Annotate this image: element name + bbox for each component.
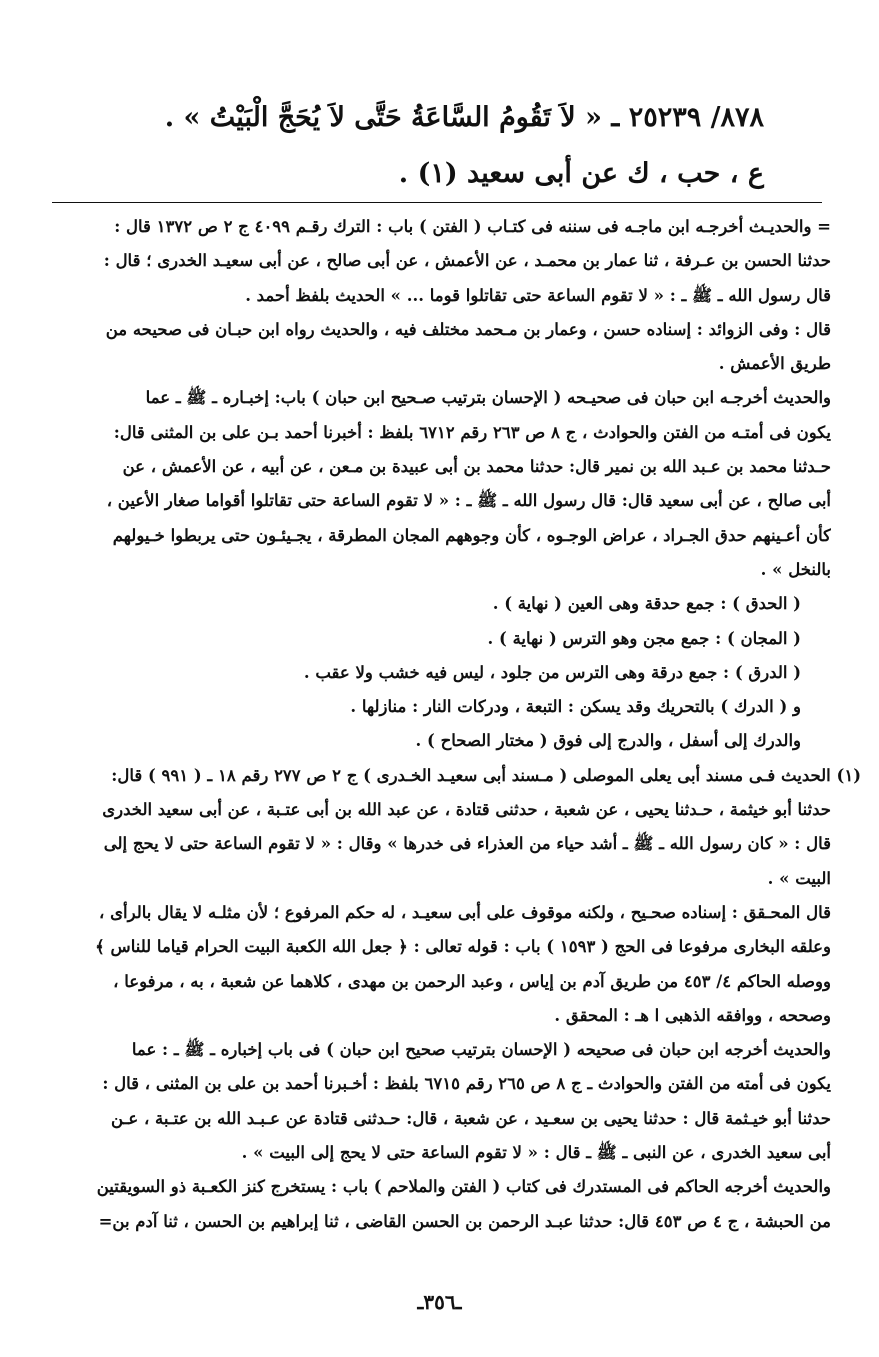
note-line: طريق الأعمش . (718, 354, 831, 374)
gloss-line: والدرك إلى أسفل ، والدرج إلى فوق ( مختار الصحاح ) . (415, 731, 801, 751)
note-line: حدثنا أبو خيـثمة قال : حدثنا يحيى بن سعـيد ، عن شعبة ، قال: حـدثنى قتادة عن عـبـد الله بن عتـبة ، عـن (111, 1108, 831, 1128)
note-line: ووصله الحاكم ٤/ ٤٥٣ من طريق آدم بن إياس ، وعبد الرحمن بن مهدى ، كلاهما عن شعبة ، به ، مرفوعا ، (113, 971, 831, 991)
gloss-line: ( الحدق ) : جمع حدقة وهى العين ( نهاية ) . (492, 594, 801, 614)
page-number: ـ٣٥٦ـ (417, 1290, 462, 1314)
hadith-block (40, 90, 764, 202)
note-line: قال : وفى الزوائد : إسناده حسن ، وعمار بن مـحمد مختلف فيه ، والحديث رواه ابن حبـان فى صحيحه من (105, 319, 831, 339)
gloss-line: ( المجان ) : جمع مجن وهو الترس ( نهاية ) . (487, 628, 801, 648)
note-line: = والحديـث أخرجـه ابن ماجـه فى سننه فى كتـاب ( الفتن ) باب : الترك رقـم ٤٠٩٩ ج ٢ ص ١٣٧٢ قال : (114, 217, 831, 236)
note-line: البيت » . (767, 868, 831, 888)
note-line: يكون فى أمته من الفتن والحوادث ـ ج ٨ ص ٢٦٥ رقم ٦٧١٥ بلفظ : أخـبرنا أحمد بن على بن المثنى ، قال : (102, 1074, 831, 1094)
note-line: أبى صالح ، عن أبى سعيد قال: قال رسول الله ـ ﷺ ـ : « لا تقوم الساعة حتى تقاتلوا أقواما صغار الأعين ، (106, 491, 831, 511)
hadith-text: ٨٧٨/ ٢٥٢٣٩ ـ « لاَ تَقُومُ السَّاعَةُ حَتَّى لاَ يُحَجَّ الْبَيْتُ » . (164, 102, 764, 133)
note-line: حدثنا أبو خيثمة ، حـدثنا يحيى ، عن شعبة ، حدثنى قتادة ، عن عبد الله بن أبى عتـبة ، عن أبى سعيد الخدرى (102, 800, 831, 820)
note-line: قال : « كان رسول الله ـ ﷺ ـ أشد حياء من العذراء فى خدرها » وقال : « لا تقوم الساعة حتى لا يحج إلى (103, 834, 831, 854)
separator-rule (52, 202, 822, 203)
note-line: والحديث أخرجـه ابن حبان فى صحيـحه ( الإحسان بترتيب صـحيح ابن حبان ) باب: إخبـاره ـ ﷺ ـ عما (145, 388, 831, 408)
note-line: وعلقه البخارى مرفوعا فى الحج ( ١٥٩٣ ) باب : قوله تعالى : ﴿ جعل الله الكعبة البيت الحرام قياما للناس ﴾ (95, 937, 831, 957)
note-line: حـدثنا محمد بن عـبد الله بن نمير قال: حدثنا محمد بن أبى عبيدة بن مـعن ، عن أبيه ، عن الأعمش ، عن (122, 457, 831, 477)
gloss-line: و ( الدرك ) بالتحريك وقد يسكن : التبعة ، ودركات النار : منازلها . (350, 697, 801, 717)
note-line: كأن أعـينهم حدق الجـراد ، عراض الوجـوه ، كأن وجوههم المجان المطرقة ، يجـيئـون حتى يربطوا خـيولهم (112, 525, 831, 545)
note-line: قال المحـقق : إسناده صحـيح ، ولكنه موقوف على أبى سعيـد ، له حكم المرفوع ؛ لأن مثلـه لا يقال بالرأى ، (99, 902, 831, 922)
gloss-line: ( الدرق ) : جمع درقة وهى الترس من جلود ، ليس فيه خشب ولا عقب . (303, 662, 801, 682)
note-line: أبى سعيد الخدرى ، عن النبى ـ ﷺ ـ قال : « لا تقوم الساعة حتى لا يحج إلى البيت » . (241, 1143, 831, 1163)
note-line: قال رسول الله ـ ﷺ ـ : « لا تقوم الساعة حتى تقاتلوا قوما ... » الحديث بلفظ أحمد . (245, 285, 831, 305)
footnotes (46, 210, 861, 1239)
note-line: يكون فى أمتـه من الفتن والحوادث ، ج ٨ ص ٢٦٣ رقم ٦٧١٢ بلفظ : أخبرنا أحمد بـن على بن المثنى قال: (113, 422, 831, 442)
note-line: بالنخل » . (760, 559, 831, 579)
note-line: من الحبشة ، ج ٤ ص ٤٥٣ قال: حدثنا عبـد الرحمن بن الحسن القاضى ، ثنا إبراهيم بن الحسن ، ثنا آدم بن= (98, 1211, 831, 1231)
note-line: والحديث أخرجه ابن حبان فى صحيحه ( الإحسان بترتيب صحيح ابن حبان ) فى باب إخباره ـ ﷺ ـ : عما (131, 1040, 831, 1060)
note-line: حدثنا الحسن بن عـرفة ، ثنا عمار بن محمـد ، عن الأعمش ، عن أبى صالح ، عن أبى سعيـد الخدرى ؛ قال : (103, 251, 831, 271)
footnote-line: (١) الحديث فـى مسند أبى يعلى الموصلى ( مـسند أبى سعيـد الخـدرى ) ج ٢ ص ٢٧٧ رقم ١٨ ـ ( ٩٩١ ) قال: (111, 765, 861, 785)
note-line: والحديث أخرجه الحاكم فى المستدرك فى كتاب ( الفتن والملاحم ) باب : يستخرج كنز الكعـبة ذو السويقتين (96, 1177, 831, 1197)
note-line: وصححه ، ووافقه الذهبى ا هـ : المحقق . (554, 1005, 831, 1025)
hadith-sources: ع ، حب ، ك عن أبى سعيد (١) . (398, 158, 764, 189)
